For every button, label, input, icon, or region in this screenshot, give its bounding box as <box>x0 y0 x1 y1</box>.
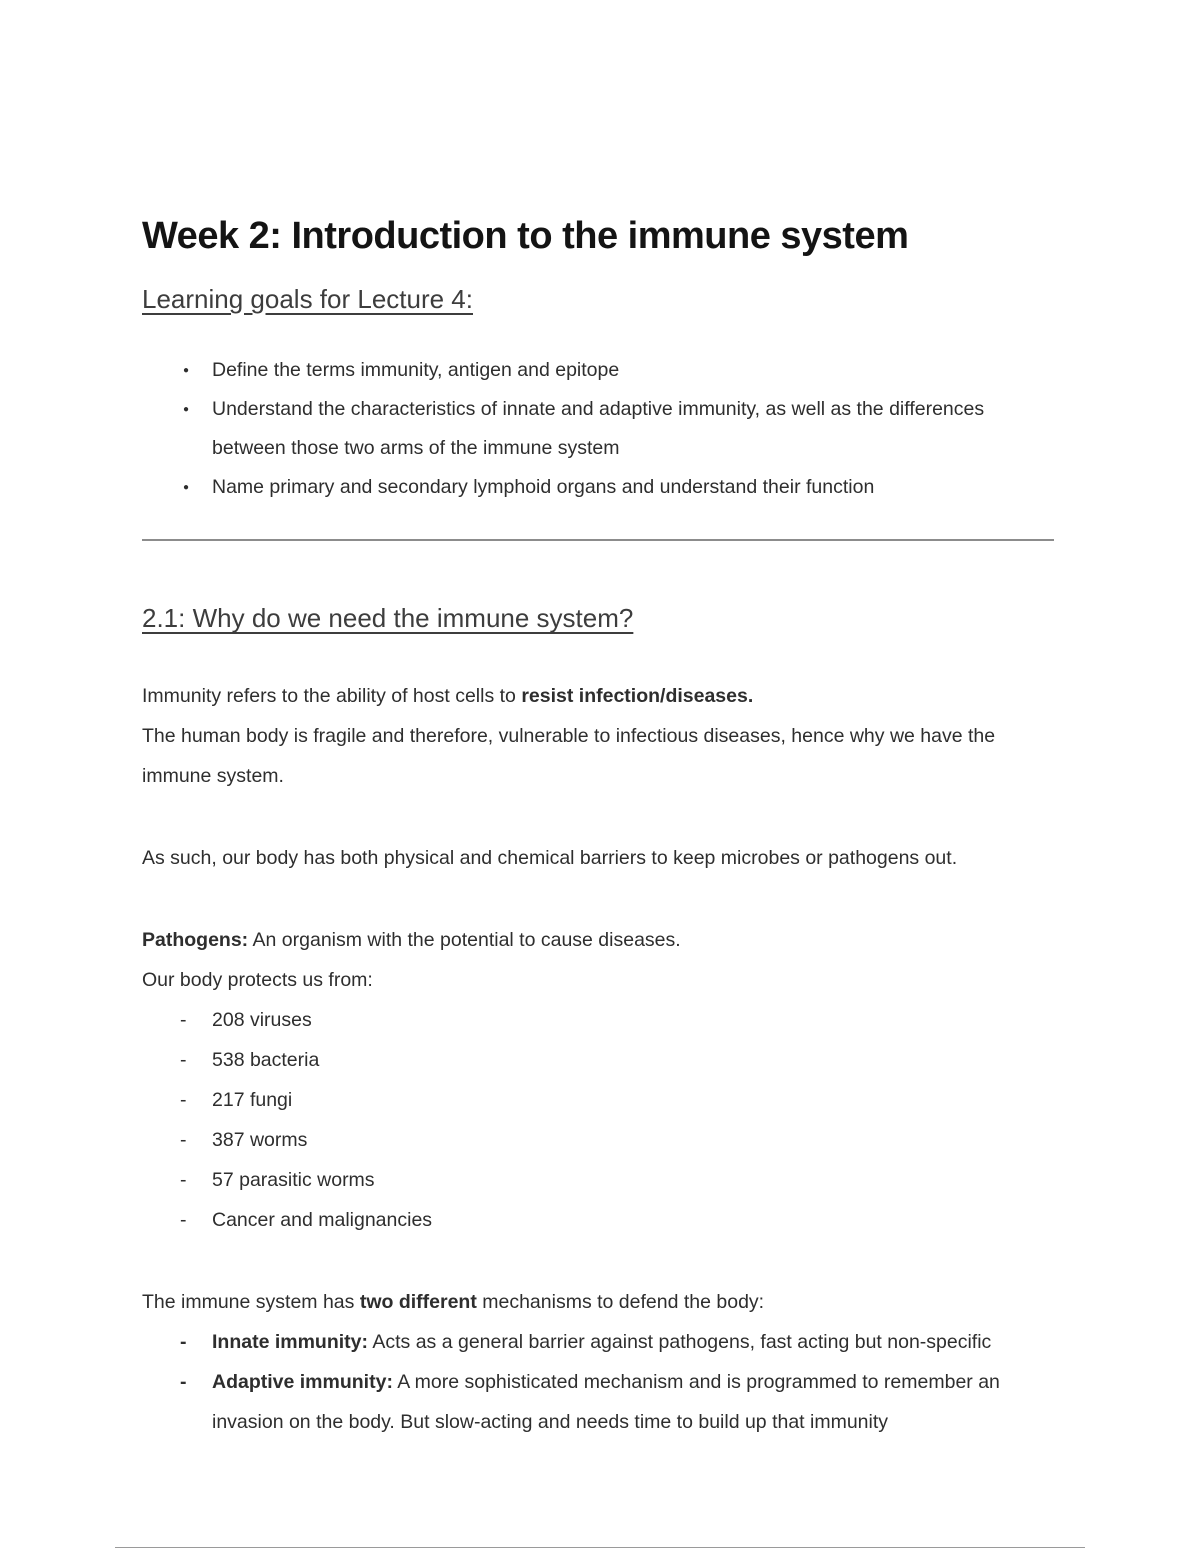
barriers-paragraph <box>142 838 1054 878</box>
pathogens-line2: Our body protects us from: <box>142 969 373 992</box>
learning-goal-text: Define the terms immunity, antigen and epitope <box>212 358 620 381</box>
pathogen-item <box>142 1080 1054 1120</box>
pathogen-item <box>142 1120 1054 1160</box>
immunity-bold-text: resist infection/diseases. <box>521 685 754 708</box>
learning-goals-heading: Learning goals for Lecture 4: <box>142 283 473 314</box>
pathogen-item <box>142 1200 1054 1240</box>
learning-goal-item <box>142 390 1054 468</box>
learning-goal-text: Understand the characteristics of innate and adaptive immunity, as well as the differences between those two arms of the immune system <box>212 397 985 459</box>
page-break-line <box>115 1547 1085 1548</box>
mechanisms-bold: two different <box>359 1291 477 1314</box>
pathogens-text: An organism with the potential to cause diseases. <box>248 929 681 952</box>
pathogen-item <box>142 1160 1054 1200</box>
pathogen-item <box>142 1000 1054 1040</box>
pathogen-item <box>142 1040 1054 1080</box>
learning-goal-item <box>142 468 1054 507</box>
mechanisms-paragraph <box>142 1282 1054 1322</box>
mechanisms-pre: The immune system has <box>142 1291 360 1314</box>
document-page <box>142 216 1054 1442</box>
pathogen-text: 57 parasitic worms <box>212 1169 375 1192</box>
learning-goal-item <box>142 351 1054 390</box>
section-heading: 2.1: Why do we need the immune system? <box>142 602 634 633</box>
mechanism-item <box>142 1322 1054 1362</box>
pathogen-text: 538 bacteria <box>212 1049 320 1072</box>
pathogen-text: Cancer and malignancies <box>212 1209 433 1232</box>
pathogen-text: 208 viruses <box>212 1009 312 1032</box>
mechanism-lead: Innate immunity: <box>212 1331 369 1354</box>
pathogens-lead: Pathogens: <box>142 929 249 952</box>
document-title: Week 2: Introduction to the immune system <box>142 215 909 257</box>
immunity-line2: The human body is fragile and therefore, vulnerable to infectious diseases, hence why we have the immune system. <box>142 725 996 788</box>
mechanism-item <box>142 1362 1054 1442</box>
immunity-paragraph <box>142 676 1054 796</box>
mechanisms-post: mechanisms to defend the body: <box>476 1291 765 1314</box>
section-divider <box>142 539 1054 541</box>
learning-goal-text: Name primary and secondary lymphoid organs and understand their function <box>212 475 875 498</box>
mechanism-text: A more sophisticated mechanism and is programmed to remember an invasion on the body. But slow-acting and needs time to build up that immunity <box>212 1371 1000 1434</box>
learning-goals-list <box>142 351 1054 507</box>
barriers-text: As such, our body has both physical and chemical barriers to keep microbes or pathogens out. <box>142 847 958 870</box>
immunity-text: Immunity refers to the ability of host cells to <box>142 685 522 708</box>
mechanism-text: Acts as a general barrier against pathogens, fast acting but non-specific <box>368 1331 992 1354</box>
mechanisms-list <box>142 1322 1054 1442</box>
pathogens-list <box>142 1000 1054 1240</box>
pathogens-paragraph <box>142 920 1054 1000</box>
pathogen-text: 387 worms <box>212 1129 308 1152</box>
mechanism-lead: Adaptive immunity: <box>212 1371 393 1394</box>
pathogen-text: 217 fungi <box>212 1089 293 1112</box>
